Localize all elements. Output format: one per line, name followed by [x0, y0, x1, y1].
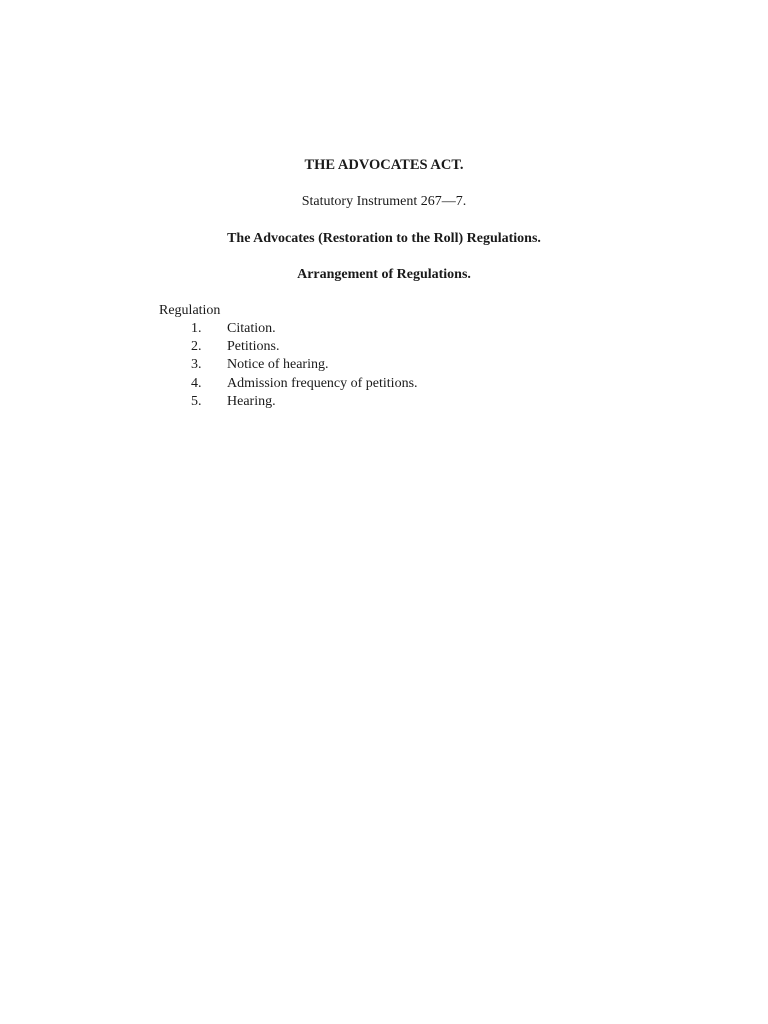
regulation-number: 1. — [191, 321, 202, 336]
regulation-column-label: Regulation — [159, 303, 221, 318]
act-title: THE ADVOCATES ACT. — [304, 157, 464, 173]
statutory-instrument-number: Statutory Instrument 267—7. — [301, 194, 467, 209]
regulation-text: Citation. — [227, 321, 276, 336]
regulation-number: 2. — [191, 339, 202, 355]
regulation-number: 5. — [191, 393, 202, 409]
regulation-text: Petitions. — [227, 339, 280, 355]
regulation-text: Notice of hearing. — [227, 357, 329, 373]
regulations-title: The Advocates (Restoration to the Roll) Regulations. — [227, 231, 541, 246]
regulation-number: 4. — [191, 375, 202, 391]
regulation-text: Hearing. — [227, 393, 276, 409]
regulation-text: Admission frequency of petitions. — [227, 375, 418, 391]
arrangement-heading: Arrangement of Regulations. — [297, 267, 471, 282]
regulation-number: 3. — [191, 357, 202, 373]
